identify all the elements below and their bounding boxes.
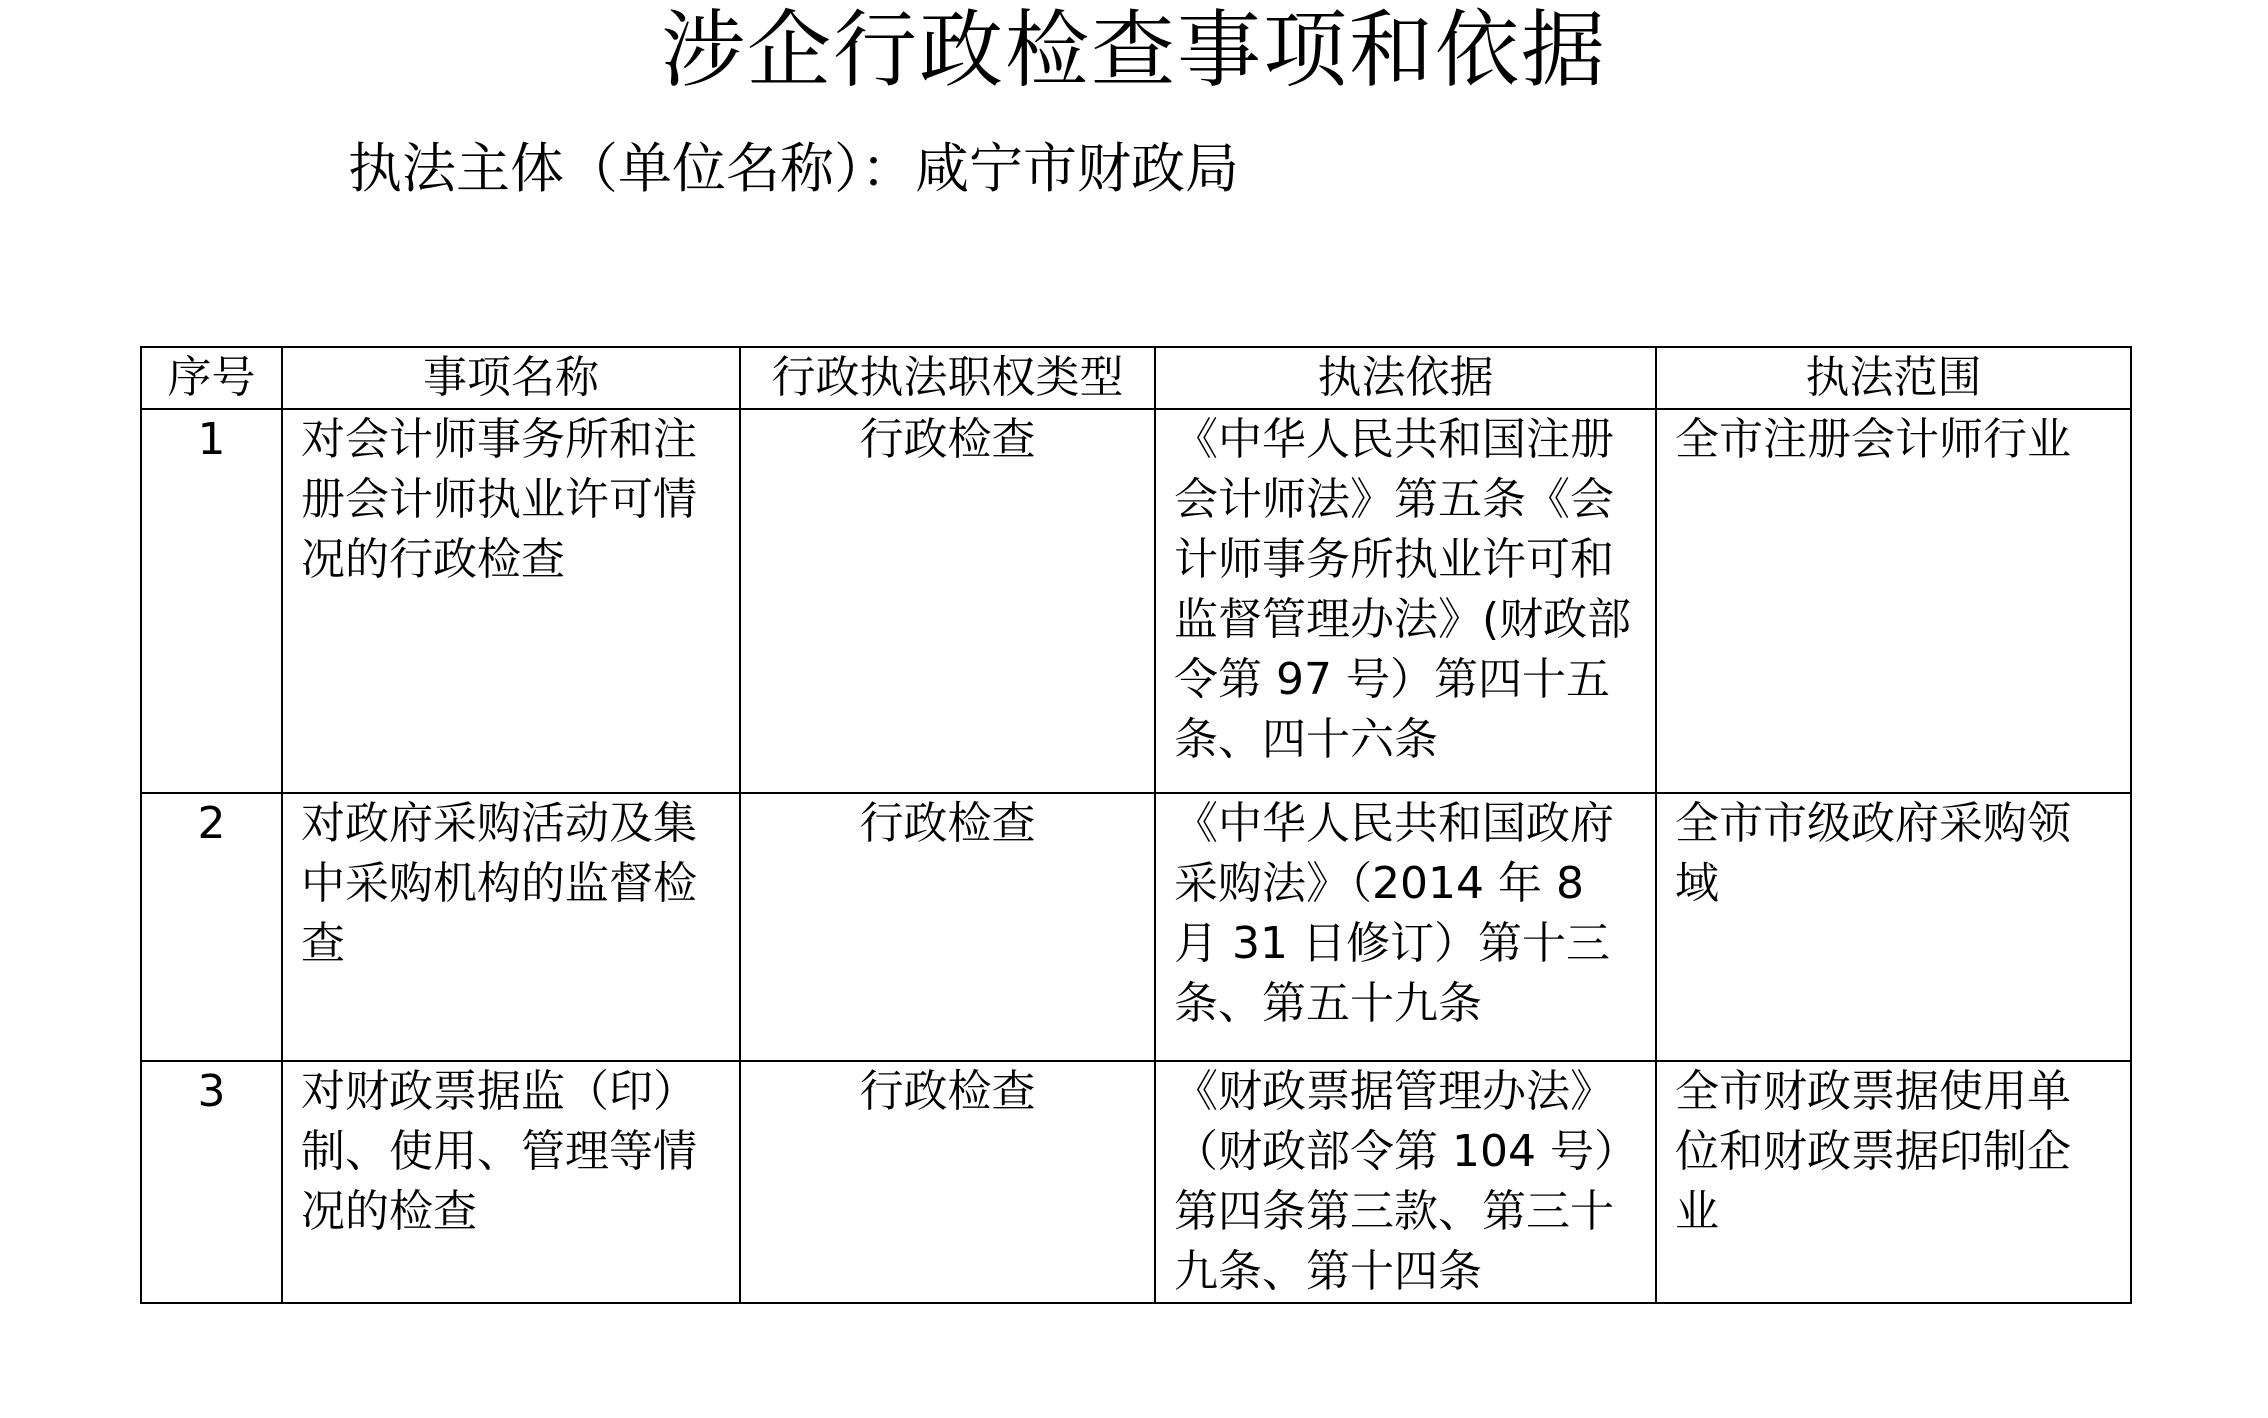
header-scope: 执法范围 xyxy=(1656,347,2131,409)
row-scope: 全市财政票据使用单位和财政票据印制企业 xyxy=(1656,1061,2131,1303)
row-legal-basis: 《财政票据管理办法》（财政部令第 104 号）第四条第三款、第三十九条、第十四条 xyxy=(1155,1061,1656,1303)
row-index: 3 xyxy=(141,1061,282,1303)
table-row xyxy=(141,1061,2131,1303)
row-index: 1 xyxy=(141,409,282,793)
header-item-name: 事项名称 xyxy=(282,347,740,409)
row-index: 2 xyxy=(141,793,282,1061)
row-scope: 全市注册会计师行业 xyxy=(1656,409,2131,793)
row-power-type: 行政检查 xyxy=(740,793,1155,1061)
table-row xyxy=(141,793,2131,1061)
row-item-name: 对政府采购活动及集中采购机构的监督检查 xyxy=(282,793,740,1061)
enforcement-subject-line: 执法主体（单位名称）：咸宁市财政局 xyxy=(348,137,1239,200)
row-power-type: 行政检查 xyxy=(740,1061,1155,1303)
row-legal-basis: 《中华人民共和国注册会计师法》第五条《会计师事务所执业许可和监督管理办法》(财政部令第 97 号）第四十五条、四十六条 xyxy=(1155,409,1656,793)
header-index: 序号 xyxy=(141,347,282,409)
row-legal-basis: 《中华人民共和国政府采购法》（2014 年 8 月 31 日修订）第十三条、第五十九条 xyxy=(1155,793,1656,1061)
table-row xyxy=(141,409,2131,793)
row-power-type: 行政检查 xyxy=(740,409,1155,793)
row-scope: 全市市级政府采购领域 xyxy=(1656,793,2131,1061)
header-power-type: 行政执法职权类型 xyxy=(740,347,1155,409)
document-title: 涉企行政检查事项和依据 xyxy=(660,1,1607,99)
row-item-name: 对财政票据监（印）制、使用、管理等情况的检查 xyxy=(282,1061,740,1303)
header-legal-basis: 执法依据 xyxy=(1155,347,1656,409)
table-header-row xyxy=(141,347,2131,409)
row-item-name: 对会计师事务所和注册会计师执业许可情况的行政检查 xyxy=(282,409,740,793)
inspection-items-table xyxy=(140,346,2132,1304)
